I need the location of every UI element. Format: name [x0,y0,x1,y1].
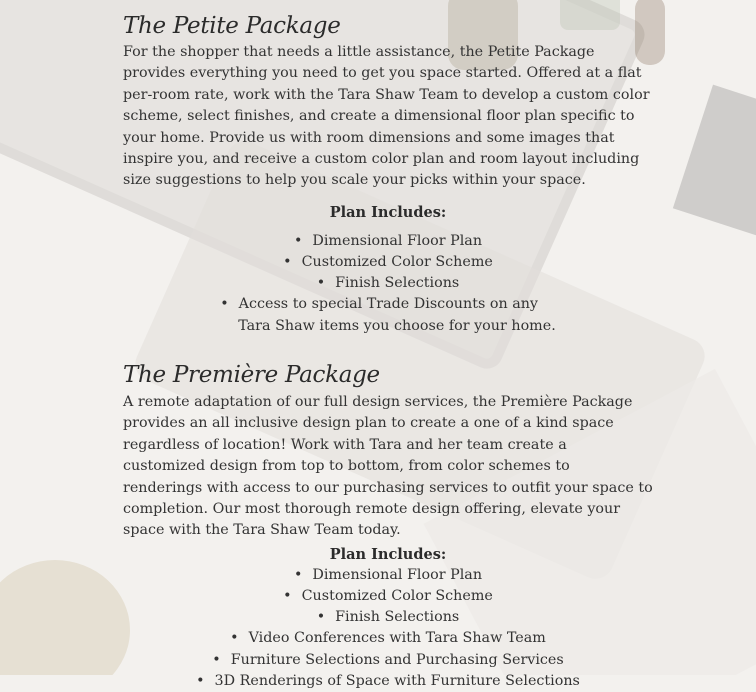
list-item: • Finish Selections [123,273,653,294]
bullet-icon: • [293,232,303,249]
list-item: • Video Conferences with Tara Shaw Team [123,628,653,649]
petite-plan-list [123,231,653,337]
petite-plan-includes-heading: Plan Includes: [329,203,447,221]
premiere-plan-list [123,565,653,692]
bullet-icon: • [316,609,326,626]
bullet-icon: • [212,651,221,668]
bullet-icon: • [293,566,303,583]
bullet-icon: • [283,588,292,605]
bullet-icon: • [316,275,326,292]
list-item: • Finish Selections [123,607,653,628]
list-item: • Customized Color Scheme [123,586,653,607]
bullet-icon: • [230,630,239,647]
bullet-icon: • [283,254,292,271]
premiere-plan-includes-heading: Plan Includes: [329,545,447,563]
tile-image [673,85,756,246]
list-item: • Furniture Selections and Purchasing Services [123,650,653,671]
premiere-package-title: The Première Package [123,362,380,388]
petite-package-description: For the shopper that needs a little assistance, the Petite Package provides everything you need to get you space started. Offered at a flat per-room rate, work with the Tara Shaw Team to develop a custom color scheme, select finishes, and create a dimensional floor plan specific to your home. Provide us with room dimensions and some images that inspire you, and receive a custom color plan and room layout including size suggestions to help you scale your picks within your space. [123,44,650,189]
premiere-package-description: A remote adaptation of our full design services, the Première Package provides an all inclusive design plan to create a one of a kind space regardless of location! Work with Tara and her team create a customized design from top to bottom, from color schemes to renderings with access to our purchasing services to outfit your space to completion. Our most thorough remote design offering, elevate your space with the Tara Shaw Team today. [123,394,653,539]
petite-package-section [123,11,653,337]
list-item: • 3D Renderings of Space with Furniture Selections [123,671,653,692]
list-item: • Dimensional Floor Plan [123,231,653,252]
petite-package-title: The Petite Package [123,13,341,39]
dish-image [0,560,130,675]
list-item: • Dimensional Floor Plan [123,565,653,586]
premiere-package-section [123,360,653,692]
list-item: • Access to special Trade Discounts on any Tara Shaw items you choose for your home. [220,296,556,334]
bullet-icon: • [196,672,205,689]
bullet-icon: • [220,296,229,313]
list-item: • Customized Color Scheme [123,252,653,273]
